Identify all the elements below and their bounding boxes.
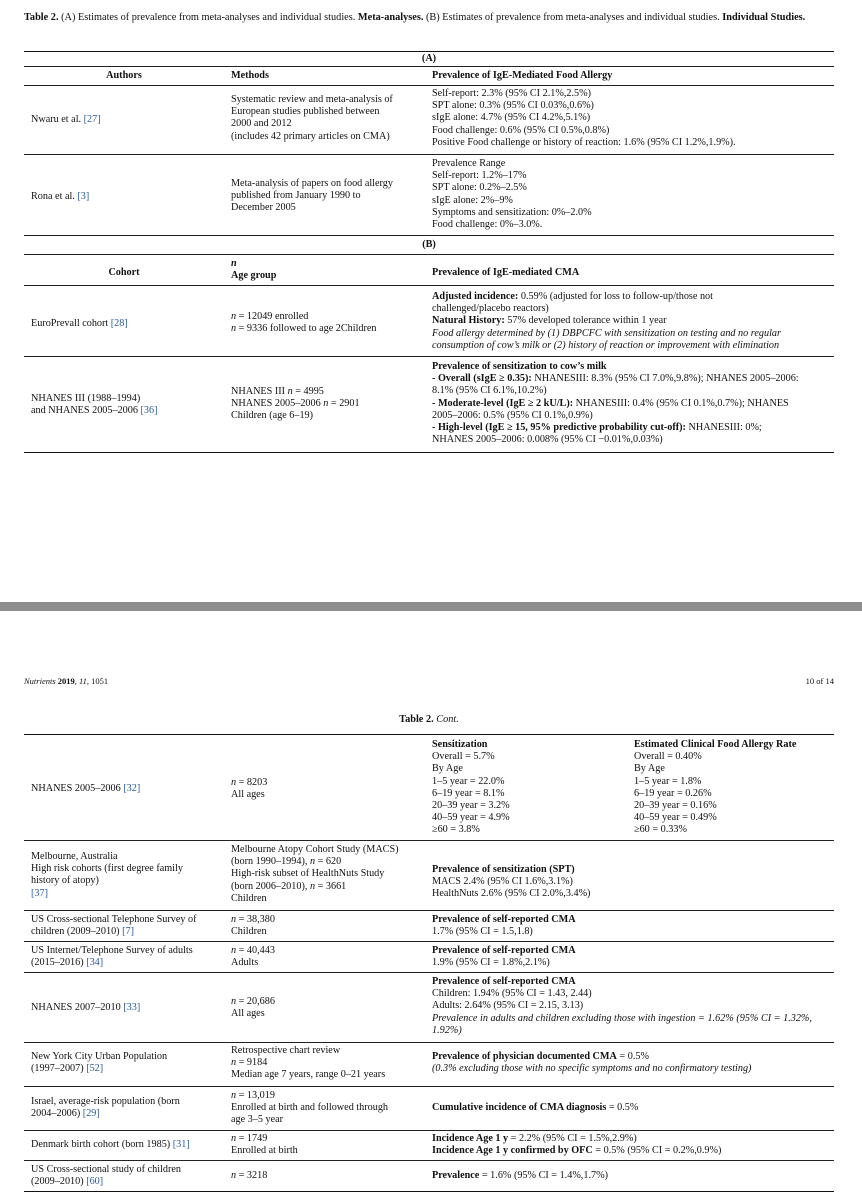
prevalence-nwaru: Self-report: 2.3% (95% CI 2.1%,2.5%) SPT alone: 0.3% (95% CI 0.03%,0.6%) sIgE alone: 4.7% (95% CI 4.2%,5.1%) Food challenge: 0.6% (95% CI 0.5%,0.8%) Positive Food challenge or history of reaction: 1.6% (95% CI 1.2%,1.9%).: [432, 88, 736, 148]
table-caption-cont: Table 2. Cont.: [399, 714, 459, 725]
rule: [24, 1160, 834, 1161]
n-telephone-survey: n = 38,380 Children: [231, 914, 275, 938]
header-authors: Authors: [106, 70, 142, 81]
rule: [24, 154, 834, 155]
author-rona: Rona et al. [3]: [31, 191, 90, 202]
header-prevalence: Prevalence of IgE-Mediated Food Allergy: [432, 70, 613, 81]
table-caption: Table 2. (A) Estimates of prevalence from meta-analyses and individual studies. Meta-analyses. (B) Estimates of prevalence from meta-analyses and individual studies. Individual Studies.: [24, 12, 806, 23]
cohort-melbourne: Melbourne, Australia High risk cohorts (first degree family history of atopy) [37]: [31, 851, 183, 899]
citation-link[interactable]: [33]: [123, 1002, 141, 1013]
rule: [24, 85, 834, 86]
prevalence-nhanes-iii: Prevalence of sensitization to cow’s milk - Overall (sIgE ≥ 0.35): NHANESIII: 8.3% (95% CI 7.0%,9.8%); NHANES 2005–2006: 8.1% (95% CI 6.1%,10.2%) - Moderate-level (IgE ≥ 2 kU/L): NHANESIII: 0.4% (95% CI 0.1%,0.7%); NHANES 2005–2006: 0.5% (95% CI 0.1%,0.9%) - High-level (IgE ≥ 15, 95% predictive probability cut-off): NHANESIII: 0%; NHANES 2005–2006: 0.008% (95% CI −0.01%,0.03%): [432, 361, 799, 446]
rule: [24, 941, 834, 942]
rule: [24, 254, 834, 255]
n-nhanes-2007: n = 20,686 All ages: [231, 996, 275, 1020]
rule-bottom: [24, 452, 834, 453]
section-a-label: (A): [421, 53, 437, 64]
section-b-label: (B): [422, 239, 436, 250]
header-methods: Methods: [231, 70, 269, 81]
rule: [24, 356, 834, 357]
rule-top: [24, 734, 834, 735]
citation-link[interactable]: [28]: [110, 318, 128, 329]
prevalence-nyc: Prevalence of physician documented CMA = 0.5% (0.3% excluding those with no specific symptoms and no confirmatory testing): [432, 1051, 752, 1075]
citation-link[interactable]: [52]: [86, 1063, 104, 1075]
citation-link[interactable]: [31]: [172, 1139, 190, 1150]
rule: [24, 972, 834, 973]
prevalence-europrevall: Adjusted incidence: 0.59% (adjusted for loss to follow-up/those not challenged/placebo reactors) Natural History: 57% developed tolerance within 1 year Food allergy determined by (1) DBPCFC with sensitization on testing and no regular consumption of cow’s milk or (2) history of reaction or improvement with elimination: [432, 291, 781, 351]
n-nhanes-iii: NHANES III n = 4995 NHANES 2005–2006 n = 2901 Children (age 6–19): [231, 386, 360, 422]
n-denmark: n = 1749 Enrolled at birth: [231, 1133, 298, 1157]
rule-top: [24, 51, 834, 52]
citation-link[interactable]: [37]: [31, 887, 48, 899]
citation-link[interactable]: [60]: [86, 1176, 104, 1188]
prevalence-denmark: Incidence Age 1 y = 2.2% (95% CI = 1.5%,2.9%) Incidence Age 1 y confirmed by OFC = 0.5% (95% CI = 0.2%,0.9%): [432, 1133, 722, 1157]
running-header-page-number: 10 of 14: [805, 676, 834, 686]
rule: [24, 910, 834, 911]
prevalence-nhanes-2007: Prevalence of self-reported CMA Children: 1.94% (95% CI = 1.43, 2.44) Adults: 2.64% (95% CI = 2.15, 3.13) Prevalence in adults and children excluding those with ingestion = 1.62% (95% CI = 1.32%, 1.92%): [432, 976, 812, 1036]
cohort-israel: Israel, average-risk population (born 2004–2006) [29]: [31, 1096, 180, 1120]
n-us-cross-sectional: n = 3218: [231, 1170, 268, 1181]
table-2-cont: [24, 730, 834, 1200]
cohort-nhanes-2005: NHANES 2005–2006 [32]: [31, 783, 141, 794]
table-2: [24, 48, 834, 468]
header-prevalence-cma: Prevalence of IgE-mediated CMA: [432, 267, 580, 278]
prevalence-telephone-survey: Prevalence of self-reported CMA 1.7% (95% CI = 1.5,1.8): [432, 914, 576, 938]
citation-link[interactable]: [7]: [122, 926, 134, 938]
cohort-telephone-survey: US Cross-sectional Telephone Survey of children (2009–2010) [7]: [31, 914, 197, 938]
prevalence-internet-survey: Prevalence of self-reported CMA 1.9% (95% CI = 1.8%,2.1%): [432, 945, 576, 969]
rule: [24, 285, 834, 286]
rule: [24, 1086, 834, 1087]
header-cohort: Cohort: [108, 267, 140, 278]
cohort-us-cross-sectional: US Cross-sectional study of children (2009–2010) [60]: [31, 1164, 181, 1188]
running-header-journal: Nutrients 2019, 11, 1051: [24, 676, 109, 686]
citation-link[interactable]: [34]: [86, 957, 104, 969]
cohort-internet-survey: US Internet/Telephone Survey of adults (2015–2016) [34]: [31, 945, 193, 969]
sensitization-nhanes-2005: Sensitization Overall = 5.7% By Age 1–5 year = 22.0% 6–19 year = 8.1% 20–39 year = 3.2% 40–59 year = 4.9% ≥60 = 3.8%: [432, 739, 510, 836]
cohort-europrevall: EuroPrevall cohort [28]: [31, 318, 128, 329]
page-separator: [0, 602, 862, 611]
citation-link[interactable]: [27]: [83, 114, 101, 125]
rule-bottom: [24, 1191, 834, 1192]
citation-link[interactable]: [36]: [140, 405, 158, 417]
cohort-denmark: Denmark birth cohort (born 1985) [31]: [31, 1139, 190, 1150]
prevalence-israel: Cumulative incidence of CMA diagnosis = 0.5%: [432, 1102, 639, 1113]
prevalence-us-cross-sectional: Prevalence = 1.6% (95% CI = 1.4%,1.7%): [432, 1170, 608, 1181]
rule: [24, 66, 834, 67]
n-internet-survey: n = 40,443 Adults: [231, 945, 275, 969]
cohort-nyc: New York City Urban Population (1997–2007) [52]: [31, 1051, 168, 1075]
n-israel: n = 13,019 Enrolled at birth and followed through age 3–5 year: [231, 1090, 389, 1126]
prevalence-melbourne: Prevalence of sensitization (SPT) MACS 2.4% (95% CI 1.6%,3.1%) HealthNuts 2.6% (95% CI 2.0%,3.4%): [432, 864, 591, 900]
n-nhanes-2005: n = 8203 All ages: [231, 777, 268, 801]
rule: [24, 840, 834, 841]
clinical-rate-nhanes-2005: Estimated Clinical Food Allergy Rate Overall = 0.40% By Age 1–5 year = 1.8% 6–19 year = 0.26% 20–39 year = 0.16% 40–59 year = 0.49% ≥60 = 0.33%: [634, 739, 797, 836]
n-europrevall: n = 12049 enrolled n = 9336 followed to age 2Children: [231, 311, 377, 335]
n-nyc: Retrospective chart review n = 9184 Median age 7 years, range 0–21 years: [231, 1045, 386, 1081]
cohort-nhanes-iii: NHANES III (1988–1994) and NHANES 2005–2006 [36]: [31, 393, 158, 417]
citation-link[interactable]: [32]: [123, 783, 141, 794]
cohort-nhanes-2007: NHANES 2007–2010 [33]: [31, 1002, 141, 1013]
rule: [24, 1130, 834, 1131]
methods-nwaru: Systematic review and meta-analysis of European studies published between 2000 and 2012 (includes 42 primary articles on CMA): [231, 94, 393, 142]
rule: [24, 1042, 834, 1043]
methods-rona: Meta-analysis of papers on food allergy published from January 1990 to December 2005: [231, 178, 393, 214]
prevalence-rona: Prevalence Range Self-report: 1.2%–17% SPT alone: 0.2%–2.5% sIgE alone: 2%–9% Symptoms and sensitization: 0%–2.0% Food challenge: 0%–3.0%.: [432, 158, 592, 231]
rule: [24, 235, 834, 236]
n-melbourne: Melbourne Atopy Cohort Study (MACS) (born 1990–1994), n = 620 High-risk subset of HealthNuts Study (born 2006–2010), n = 3661 Children: [231, 844, 399, 904]
citation-link[interactable]: [29]: [82, 1108, 100, 1120]
header-n-age: n Age group: [231, 258, 277, 282]
citation-link[interactable]: [3]: [77, 191, 90, 202]
author-nwaru: Nwaru et al. [27]: [31, 114, 101, 125]
